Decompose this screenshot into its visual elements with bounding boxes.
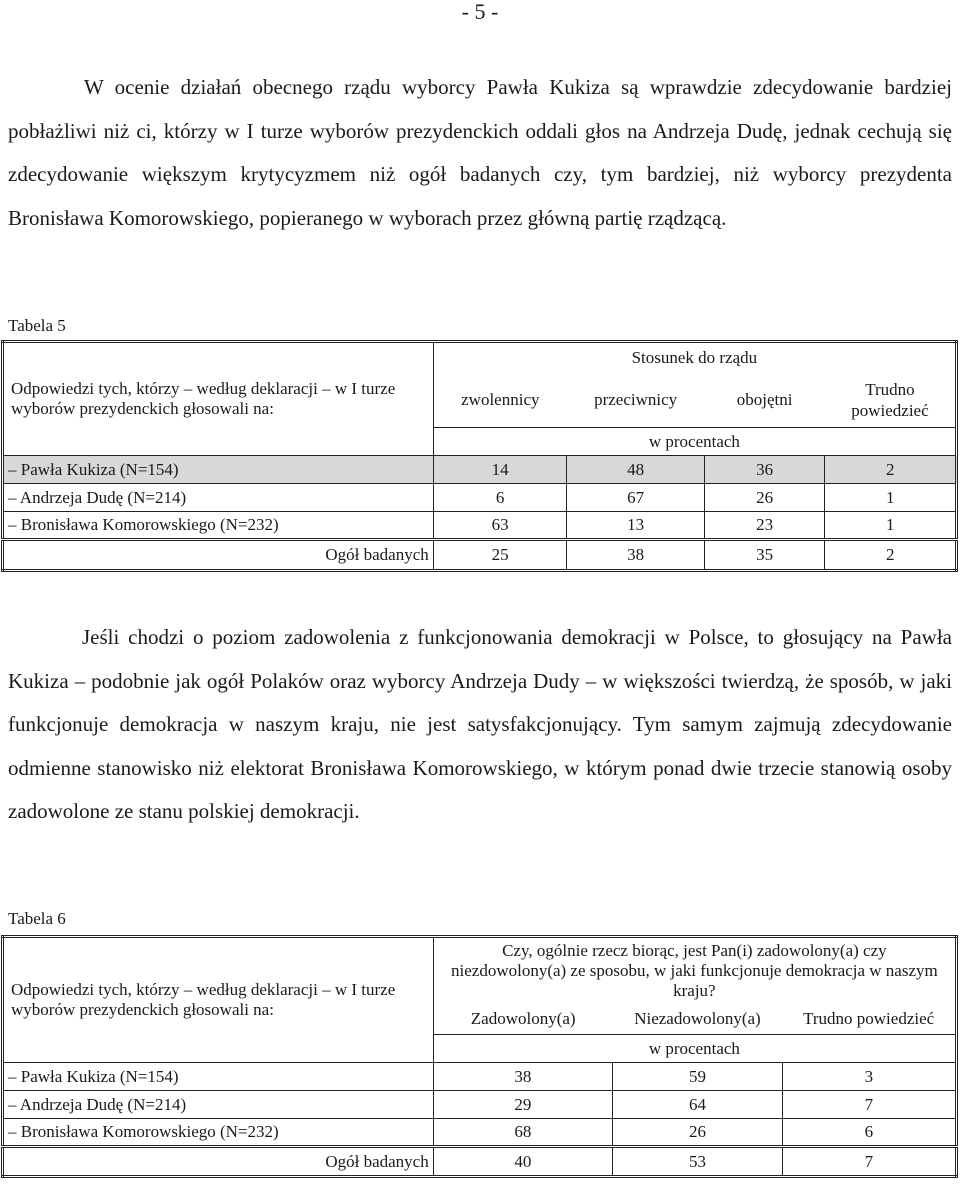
table-cell: 2 [825,540,957,571]
table5-col-header: obojętni [736,389,793,409]
table-cell: 29 [433,1091,612,1119]
page-number: - 5 - [461,0,499,24]
table-cell: 13 [567,512,705,540]
table6-caption: Tabela 6 [8,909,66,928]
table-cell: 14 [433,456,567,484]
table-cell: 35 [704,540,824,571]
table-cell: 63 [433,512,567,540]
table-cell: 3 [782,1063,956,1091]
table5-caption: Tabela 5 [8,316,66,335]
table5-row-header: Odpowiedzi tych, którzy – według deklaracji – w I turze wyborów prezydenckich głosowali na: [3,342,434,456]
table5-row-label: – Andrzeja Dudę (N=214) [3,484,434,512]
table6-col-header: Trudno powiedzieć [782,1005,956,1035]
table5-col-header: zwolennicy [433,373,567,428]
table-row [3,484,957,512]
table-cell: 68 [433,1119,612,1147]
table-cell: 38 [433,1063,612,1091]
table-cell: 1 [825,484,957,512]
paragraph-2: Jeśli chodzi o poziom zadowolenia z funkcjonowania demokracji w Polsce, to głosujący na Pawła Kukiza – podobnie jak ogół Polaków oraz wyborcy Andrzeja Dudy – w większości twierdzą, że sposób, w jaki funkcjonuje demokracja w naszym kraju, nie jest satysfakcjonujący. Tym samym zajmują zdecydowanie odmienne stanowisko niż elektorat Bronisława Komorowskiego, w którym ponad dwie trzecie stanowią osoby zadowolone ze stanu polskiej demokracji. [8,625,952,824]
table6-question: Czy, ogólnie rzecz biorąc, jest Pan(i) zadowolony(a) czy niezdowolony(a) ze sposobu, w jaki funkcjonuje demokracja w naszym kraju? [433,937,956,1005]
table-cell: 59 [613,1063,783,1091]
table-6 [1,935,958,1178]
table-cell: 48 [567,456,705,484]
table-cell: 40 [433,1147,612,1177]
table-cell: 7 [782,1147,956,1177]
table-cell: 7 [782,1091,956,1119]
table5-row-label: – Bronisława Komorowskiego (N=232) [3,512,434,540]
table-cell: 6 [433,484,567,512]
table5-unit: w procentach [433,428,956,456]
table-cell: 36 [704,456,824,484]
table5-group-header: Stosunek do rządu [433,342,956,373]
table-cell: 26 [613,1119,783,1147]
paragraph-1: W ocenie działań obecnego rządu wyborcy Pawła Kukiza są wprawdzie zdecydowanie bardziej pobłażliwi niż ci, którzy w I turze wyborów prezydenckich oddali głos na Andrzeja Dudę, jednak cechują się zdecydowanie większym krytycyzmem niż ogół badanych czy, tym bardziej, niż wyborcy prezydenta Bronisława Komorowskiego, popieranego w wyborach przez główną partię rządzącą. [8,75,952,230]
table-total-row [3,540,957,571]
table5-col-header: przeciwnicy [594,389,678,409]
table-cell: 67 [567,484,705,512]
table6-row-header: Odpowiedzi tych, którzy – według deklaracji – w I turze wyborów prezydenckich głosowali na: [3,937,434,1063]
table6-row-label: – Bronisława Komorowskiego (N=232) [3,1119,434,1147]
table-cell: 38 [567,540,705,571]
table6-row-label: – Pawła Kukiza (N=154) [3,1063,434,1091]
table-row [3,456,957,484]
table5-total-label: Ogół badanych [3,540,434,571]
table-cell: 25 [433,540,567,571]
table5-row-label: – Pawła Kukiza (N=154) [3,456,434,484]
table6-row-label: – Andrzeja Dudę (N=214) [3,1091,434,1119]
table-row [3,512,957,540]
table6-col-header: Niezadowolony(a) [634,1009,761,1029]
table-row [3,1119,957,1147]
table-row [3,1091,957,1119]
table-cell: 2 [825,456,957,484]
table-cell: 23 [704,512,824,540]
table-cell: 26 [704,484,824,512]
table5-col-header: Trudno powiedzieć [825,373,957,428]
table6-col-header: Zadowolony(a) [433,1005,612,1035]
table-5 [1,340,958,572]
table-total-row [3,1147,957,1177]
table-cell: 1 [825,512,957,540]
table-row [3,1063,957,1091]
table-cell: 64 [613,1091,783,1119]
table6-total-label: Ogół badanych [3,1147,434,1177]
table6-unit: w procentach [433,1035,956,1063]
table-cell: 53 [613,1147,783,1177]
table-cell: 6 [782,1119,956,1147]
